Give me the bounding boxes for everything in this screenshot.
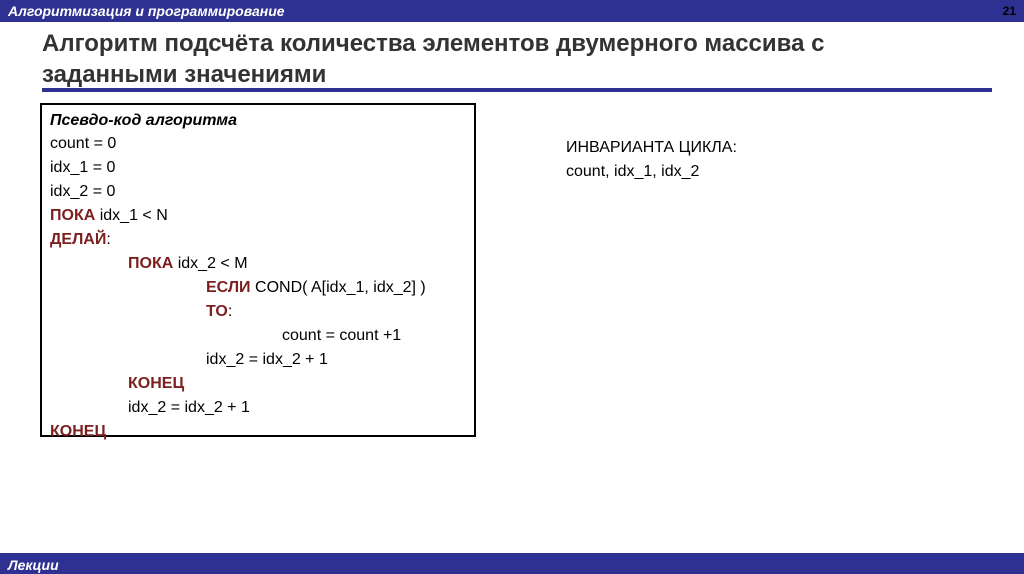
code-line — [50, 420, 474, 444]
slide-title-line-1: Алгоритм подсчёта количества элементов двумерного массива с — [42, 30, 825, 57]
invariant-value: count, idx_1, idx_2 — [566, 163, 700, 180]
code-line — [50, 372, 474, 396]
keyword: ПОКА — [50, 207, 96, 224]
code-line: idx_2 = 0 — [50, 183, 116, 200]
code-line — [50, 276, 474, 300]
keyword: КОНЕЦ — [128, 375, 185, 392]
code-text: : — [106, 231, 111, 248]
keyword: ДЕЛАЙ — [50, 231, 107, 248]
code-line — [50, 204, 474, 228]
footer-label: Лекции — [8, 557, 59, 573]
keyword: ПОКА — [128, 255, 174, 272]
code-line — [50, 252, 474, 276]
loop-invariant — [566, 136, 737, 184]
slide-title — [42, 28, 982, 90]
keyword: ЕСЛИ — [206, 279, 251, 296]
footer-bar — [0, 553, 1024, 574]
code-line: idx_2 = idx_2 + 1 — [128, 399, 250, 416]
code-text: : — [227, 303, 233, 320]
course-title: Алгоритмизация и программирование — [8, 3, 285, 19]
pseudocode-heading: Псевдо-код алгоритма — [50, 112, 238, 129]
code-line: idx_2 = idx_2 + 1 — [206, 351, 328, 368]
slide-title-line-2: заданными значениями — [42, 61, 327, 88]
title-divider — [42, 88, 992, 92]
keyword: ТО — [206, 303, 228, 320]
code-line: count = count +1 — [282, 327, 402, 344]
code-text: idx_2 < M — [173, 255, 248, 272]
code-line — [50, 300, 474, 324]
header-bar — [0, 0, 1024, 22]
pseudocode-box — [40, 103, 476, 440]
code-text: idx_1 < N — [95, 207, 168, 224]
code-line: idx_1 = 0 — [50, 159, 116, 176]
code-text: COND( A[idx_1, idx_2] ) — [250, 279, 426, 296]
code-line — [50, 228, 474, 252]
keyword: КОНЕЦ — [50, 423, 107, 440]
invariant-title: ИНВАРИАНТА ЦИКЛА: — [566, 139, 737, 156]
slide-number: 21 — [1002, 4, 1016, 18]
code-line: count = 0 — [50, 135, 117, 152]
